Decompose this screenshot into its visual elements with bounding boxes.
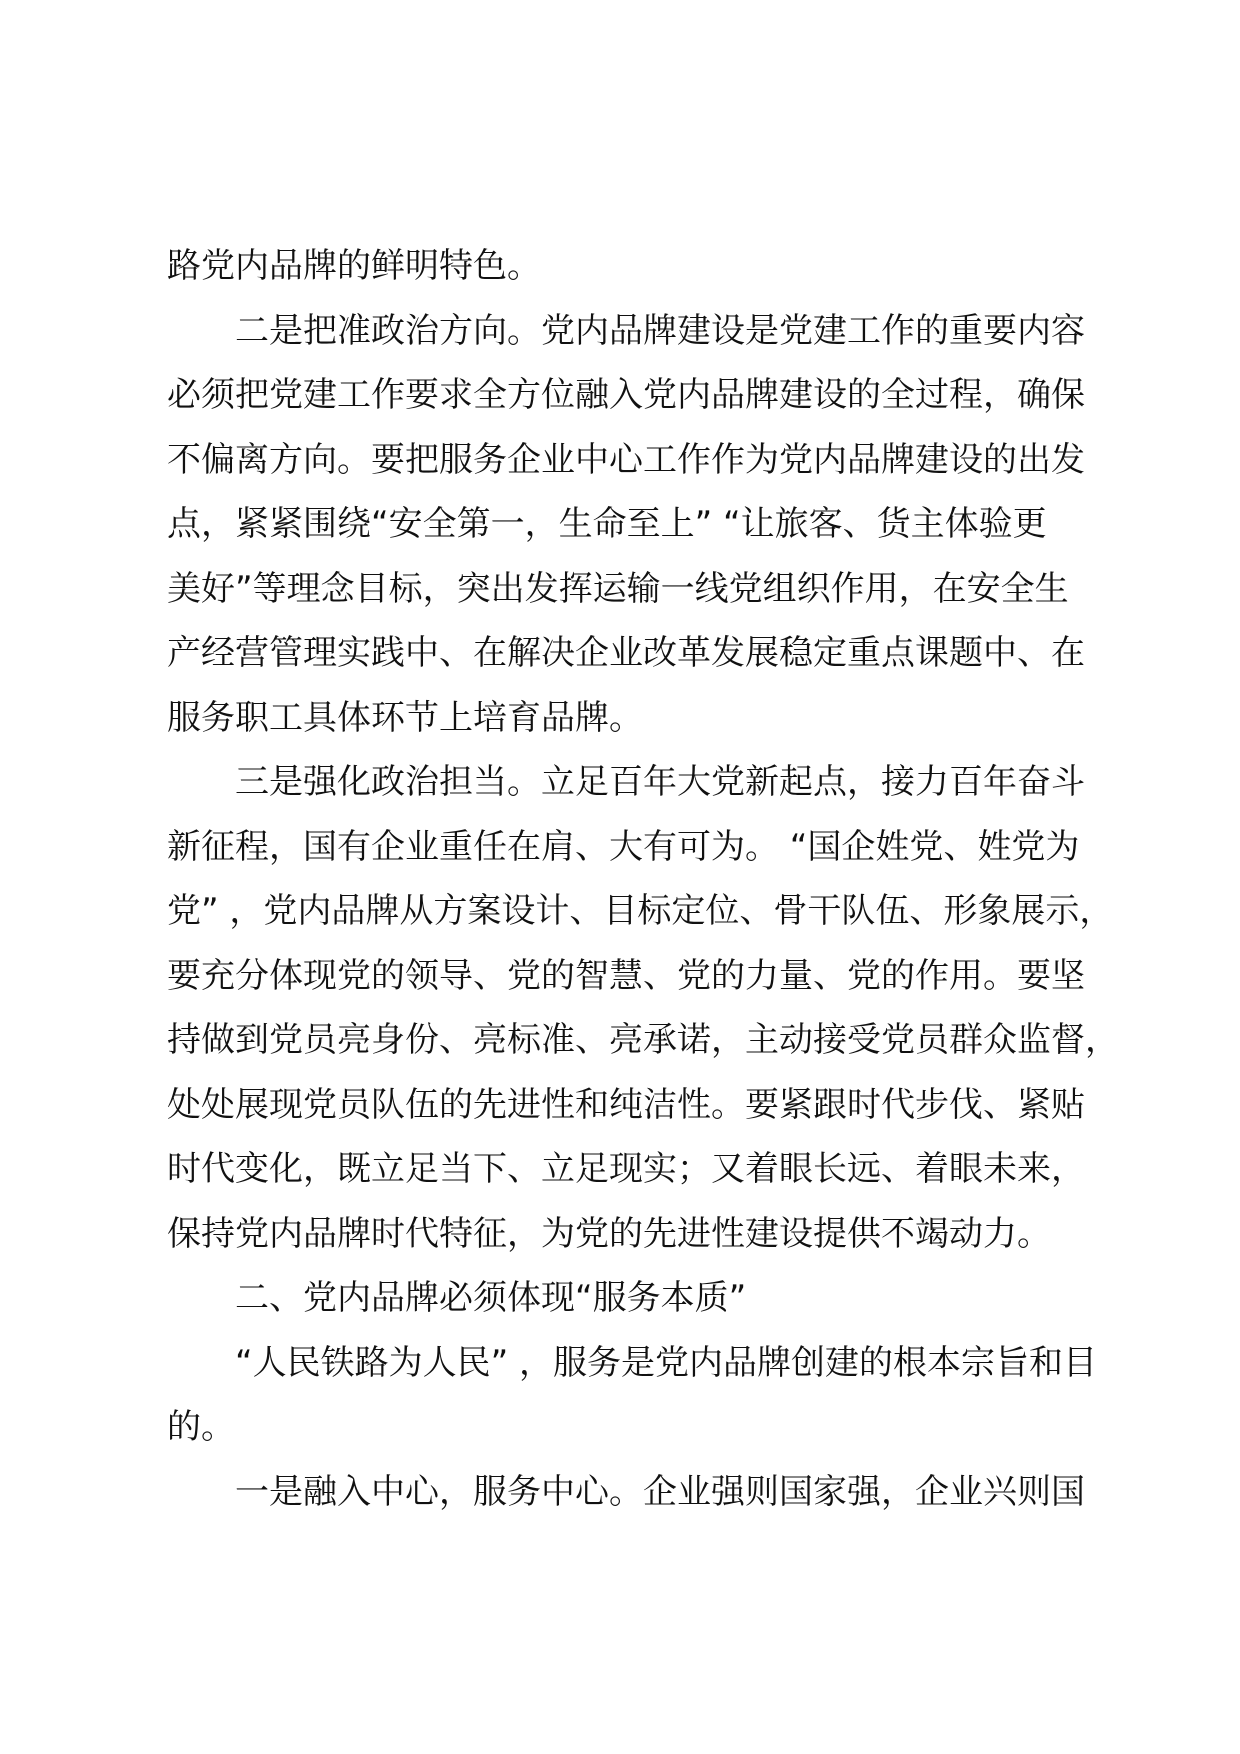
text-line-20: 一是融入中心，服务中心。企业强则国家强，企业兴则国: [235, 1471, 1085, 1512]
text-line-16: 保持党内品牌时代特征，为党的先进性建设提供不竭动力。: [167, 1213, 1051, 1254]
text-line-7: 产经营管理实践中、在解决企业改革发展稳定重点课题中、在: [167, 633, 1085, 673]
text-line-2: 二是把准政治方向。党内品牌建设是党建工作的重要内容: [235, 310, 1085, 351]
text-line-15: 时代变化，既立足当下、立足现实；又着眼长远、着眼未来，: [167, 1149, 1085, 1189]
text-line-11: 党” ，党内品牌从方案设计、目标定位、骨干队伍、形象展示，: [167, 891, 1114, 931]
text-line-18: “人民铁路为人民” ，服务是党内品牌创建的根本宗旨和目: [235, 1342, 1098, 1383]
body-text: [167, 234, 1117, 1524]
text-line-8: 服务职工具体环节上培育品牌。: [167, 697, 643, 738]
text-line-4: 不偏离方向。要把服务企业中心工作作为党内品牌建设的出发: [167, 439, 1085, 480]
text-line-1: 路党内品牌的鲜明特色。: [167, 246, 541, 286]
section-heading: 二、党内品牌必须体现“服务本质”: [235, 1278, 747, 1318]
text-line-14: 处处展现党员队伍的先进性和纯洁性。要紧跟时代步伐、紧贴: [167, 1084, 1085, 1125]
text-line-3: 必须把党建工作要求全方位融入党内品牌建设的全过程，确保: [167, 375, 1085, 415]
text-line-10: 新征程，国有企业重任在肩、大有可为。 “国企姓党、姓党为: [167, 826, 1080, 867]
text-line-19: 的。: [167, 1407, 235, 1447]
text-line-9: 三是强化政治担当。立足百年大党新起点，接力百年奋斗: [235, 762, 1085, 802]
text-line-5: 点，紧紧围绕“安全第一，生命至上” “让旅客、货主体验更: [167, 504, 1047, 544]
text-line-6: 美好”等理念目标，突出发挥运输一线党组织作用，在安全生: [167, 568, 1069, 609]
text-line-12: 要充分体现党的领导、党的智慧、党的力量、党的作用。要坚: [167, 955, 1085, 996]
text-line-13: 持做到党员亮身份、亮标准、亮承诺，主动接受党员群众监督，: [167, 1020, 1119, 1060]
